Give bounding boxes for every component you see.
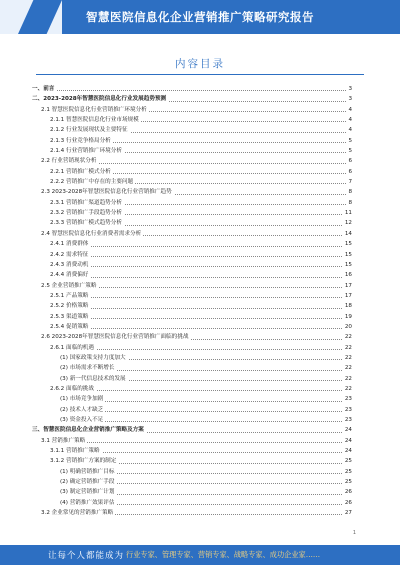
toc-entry-title: 2.2.1 营销推广模式分析	[50, 167, 113, 177]
toc-entry-page: 25	[343, 456, 352, 466]
toc-entry-page: 8	[346, 187, 352, 197]
toc-entry-title: (3) 资金投入不足	[60, 415, 105, 425]
toc-entry[interactable]	[32, 105, 352, 115]
dot-leader	[50, 318, 352, 319]
toc-entry-page: 24	[343, 425, 352, 435]
page-number: 1	[352, 530, 356, 536]
toc-entry-title: 2.6.2 面临的挑战	[50, 384, 96, 394]
toc-entry-page: 20	[343, 322, 352, 332]
toc-entry-page: 22	[343, 363, 352, 373]
toc-entry-title: 3.1.1 营销推广策略	[50, 446, 102, 456]
toc-entry-page: 25	[343, 467, 352, 477]
toc-entry[interactable]	[32, 436, 352, 446]
toc-entry[interactable]	[32, 136, 352, 146]
toc-entry-title: 2.5 企业营销推广策略	[41, 281, 98, 291]
toc-entry[interactable]	[32, 353, 352, 363]
toc-entry-page: 15	[343, 260, 352, 270]
toc-entry-page: 19	[343, 312, 352, 322]
toc-entry[interactable]	[32, 312, 352, 322]
toc-entry-page: 22	[343, 343, 352, 353]
toc-entry-page: 6	[346, 156, 352, 166]
toc-entry-page: 5	[346, 146, 352, 156]
toc-entry[interactable]	[32, 218, 352, 228]
toc-entry-title: 2.1 智慧医院信息化行业营销推广环境分析	[41, 105, 149, 115]
toc-entry-page: 24	[343, 446, 352, 456]
toc-entry-title: (2) 市场需求不断增长	[60, 363, 116, 373]
toc-entry-title: (4) 营销推广效果评估	[60, 498, 116, 508]
toc-entry[interactable]	[32, 415, 352, 425]
toc-entry-page: 4	[346, 115, 352, 125]
toc-entry-title: 2.3.1 营销推广渠道趋势分析	[50, 198, 124, 208]
toc-heading: 内容目录	[175, 58, 225, 70]
toc-entry[interactable]	[32, 425, 352, 435]
toc-entry-title: 2.2 行业营销现状分析	[41, 156, 98, 166]
dot-leader	[50, 308, 352, 309]
toc-entry-title: 二、2023-2028年智慧医院信息化行业发展趋势预测	[32, 94, 168, 104]
toc-entry-page: 22	[343, 374, 352, 384]
toc-entry-title: 2.4 智慧医院信息化行业消费者需求分析	[41, 229, 143, 239]
toc-entry-title: 2.5.3 渠道策略	[50, 312, 90, 322]
toc-entry-title: (2) 确定营销推广手段	[60, 477, 116, 487]
toc-entry-title: 三、智慧医院信息化企业营销推广策略及方案	[32, 425, 146, 435]
toc-entry-title: (3) 制定营销推广计划	[60, 487, 116, 497]
toc-entry-page: 22	[343, 332, 352, 342]
toc-entry[interactable]	[32, 446, 352, 456]
toc-entry-title: 2.5.4 促销策略	[50, 322, 90, 332]
toc-entry[interactable]	[32, 456, 352, 466]
toc-entry-title: 2.1.4 行业营销推广环境分析	[50, 146, 124, 156]
heading-divider	[36, 74, 364, 75]
toc-entry[interactable]	[32, 250, 352, 260]
toc-entry-page: 26	[343, 498, 352, 508]
dot-leader	[32, 90, 352, 91]
toc-entry[interactable]	[32, 281, 352, 291]
toc-entry[interactable]	[32, 270, 352, 280]
dot-leader	[50, 277, 352, 278]
toc-entry[interactable]	[32, 239, 352, 249]
toc-entry[interactable]	[32, 125, 352, 135]
toc-entry-title: 2.4.1 消费群体	[50, 239, 90, 249]
toc-entry-page: 22	[343, 384, 352, 394]
toc-entry[interactable]	[32, 291, 352, 301]
toc-entry-title: 2.6.1 面临的机遇	[50, 343, 96, 353]
toc-entry-title: 2.5.1 产品策略	[50, 291, 90, 301]
dot-leader	[50, 297, 352, 298]
footer-tagline: 行业专家、管理专家、营销专家、战略专家、成功企业家……	[126, 550, 321, 559]
toc-entry-page: 8	[346, 198, 352, 208]
toc-entry-page: 15	[343, 239, 352, 249]
toc-entry-page: 5	[346, 136, 352, 146]
toc-entry-title: 2.3.3 营销推广模式趋势分析	[50, 218, 124, 228]
toc-entry-title: 3.1.2 营销推广方案的制定	[50, 456, 118, 466]
toc-entry[interactable]	[32, 322, 352, 332]
toc-entry-page: 25	[343, 477, 352, 487]
dot-leader	[50, 246, 352, 247]
toc-entry-page: 17	[343, 291, 352, 301]
toc-entry-page: 4	[346, 105, 352, 115]
toc-entry[interactable]	[32, 363, 352, 373]
footer-slogan: 让每个人都能成为	[48, 551, 125, 561]
toc-entry-page: 22	[343, 353, 352, 363]
toc-entry-title: 3.1 营销推广策略	[41, 436, 87, 446]
footer-bar	[0, 545, 400, 565]
toc-entry-title: 3.2 企业常见的营销推广策略	[41, 508, 115, 518]
toc-entry-title: 2.6 2023-2028年智慧医院信息化行业营销推广面临的挑战	[41, 332, 190, 342]
toc-entry[interactable]	[32, 260, 352, 270]
toc-entry-title: (1) 国家政策支持力度加大	[60, 353, 128, 363]
toc-entry-title: 2.3 2023-2028年智慧医院信息化行业营销推广趋势	[41, 187, 174, 197]
toc-entry[interactable]	[32, 477, 352, 487]
toc-entry-page: 6	[346, 167, 352, 177]
toc-entry-page: 3	[346, 84, 352, 94]
toc-entry-page: 24	[343, 436, 352, 446]
toc-entry-title: 2.1.3 行业竞争格局分析	[50, 136, 113, 146]
toc-entry-page: 7	[346, 177, 352, 187]
dot-leader	[50, 266, 352, 267]
toc-entry[interactable]	[32, 84, 352, 94]
toc-entry-page: 27	[343, 508, 352, 518]
toc-entry-page: 11	[343, 208, 352, 218]
toc-entry-title: 2.5.2 价格策略	[50, 301, 90, 311]
toc-entry[interactable]	[32, 394, 352, 404]
toc-entry-title: (1) 明确营销推广目标	[60, 467, 116, 477]
toc-entry-page: 16	[343, 270, 352, 280]
toc-entry-title: (3) 新一代信息技术的发展	[60, 374, 128, 384]
toc-entry-title: 2.4.2 需求特征	[50, 250, 90, 260]
toc-entry[interactable]	[32, 167, 352, 177]
toc-entry-page: 12	[343, 218, 352, 228]
toc-entry-page: 18	[343, 301, 352, 311]
toc-entry[interactable]	[32, 301, 352, 311]
toc-entry[interactable]	[32, 384, 352, 394]
toc-entry[interactable]	[32, 487, 352, 497]
toc-entry[interactable]	[32, 508, 352, 518]
report-title: 智慧医院信息化企业营销推广策略研究报告	[86, 10, 314, 24]
toc-entry[interactable]	[32, 94, 352, 104]
header-bar	[0, 0, 400, 34]
toc-entry[interactable]	[32, 177, 352, 187]
toc-entry[interactable]	[32, 229, 352, 239]
dot-leader	[50, 256, 352, 257]
toc-entry-title: 2.4.4 消费偏好	[50, 270, 90, 280]
toc-entry-title: 2.1.1 智慧医院信息化行业市场规模	[50, 115, 141, 125]
toc-entry-title: (1) 市场竞争加剧	[60, 394, 105, 404]
toc-entry[interactable]	[32, 467, 352, 477]
toc-entry[interactable]	[32, 198, 352, 208]
toc-entry-title: 2.4.3 消费动机	[50, 260, 90, 270]
toc-entry[interactable]	[32, 498, 352, 508]
table-of-contents	[32, 84, 352, 518]
toc-entry[interactable]	[32, 343, 352, 353]
toc-entry-title: 2.2.2 营销推广中存在的主要问题	[50, 177, 135, 187]
toc-entry-page: 14	[343, 229, 352, 239]
toc-entry[interactable]	[32, 156, 352, 166]
toc-entry[interactable]	[32, 146, 352, 156]
toc-entry[interactable]	[32, 405, 352, 415]
toc-entry-page: 23	[343, 405, 352, 415]
toc-entry-page: 15	[343, 250, 352, 260]
toc-entry-page: 23	[343, 415, 352, 425]
toc-entry-page: 23	[343, 394, 352, 404]
toc-entry[interactable]	[32, 332, 352, 342]
toc-entry[interactable]	[32, 208, 352, 218]
dot-leader	[41, 442, 352, 443]
dot-leader	[50, 328, 352, 329]
toc-entry[interactable]	[32, 187, 352, 197]
toc-entry-page: 3	[346, 94, 352, 104]
toc-entry[interactable]	[32, 115, 352, 125]
toc-entry-title: 2.3.2 营销推广手段趋势分析	[50, 208, 124, 218]
toc-entry-title: 2.1.2 行业发展现状及主要特征	[50, 125, 130, 135]
toc-entry-page: 17	[343, 281, 352, 291]
toc-entry[interactable]	[32, 374, 352, 384]
toc-entry-page: 4	[346, 125, 352, 135]
toc-entry-page: 26	[343, 487, 352, 497]
toc-entry-title: 一、前言	[32, 84, 56, 94]
toc-entry-title: (2) 技术人才缺乏	[60, 405, 105, 415]
